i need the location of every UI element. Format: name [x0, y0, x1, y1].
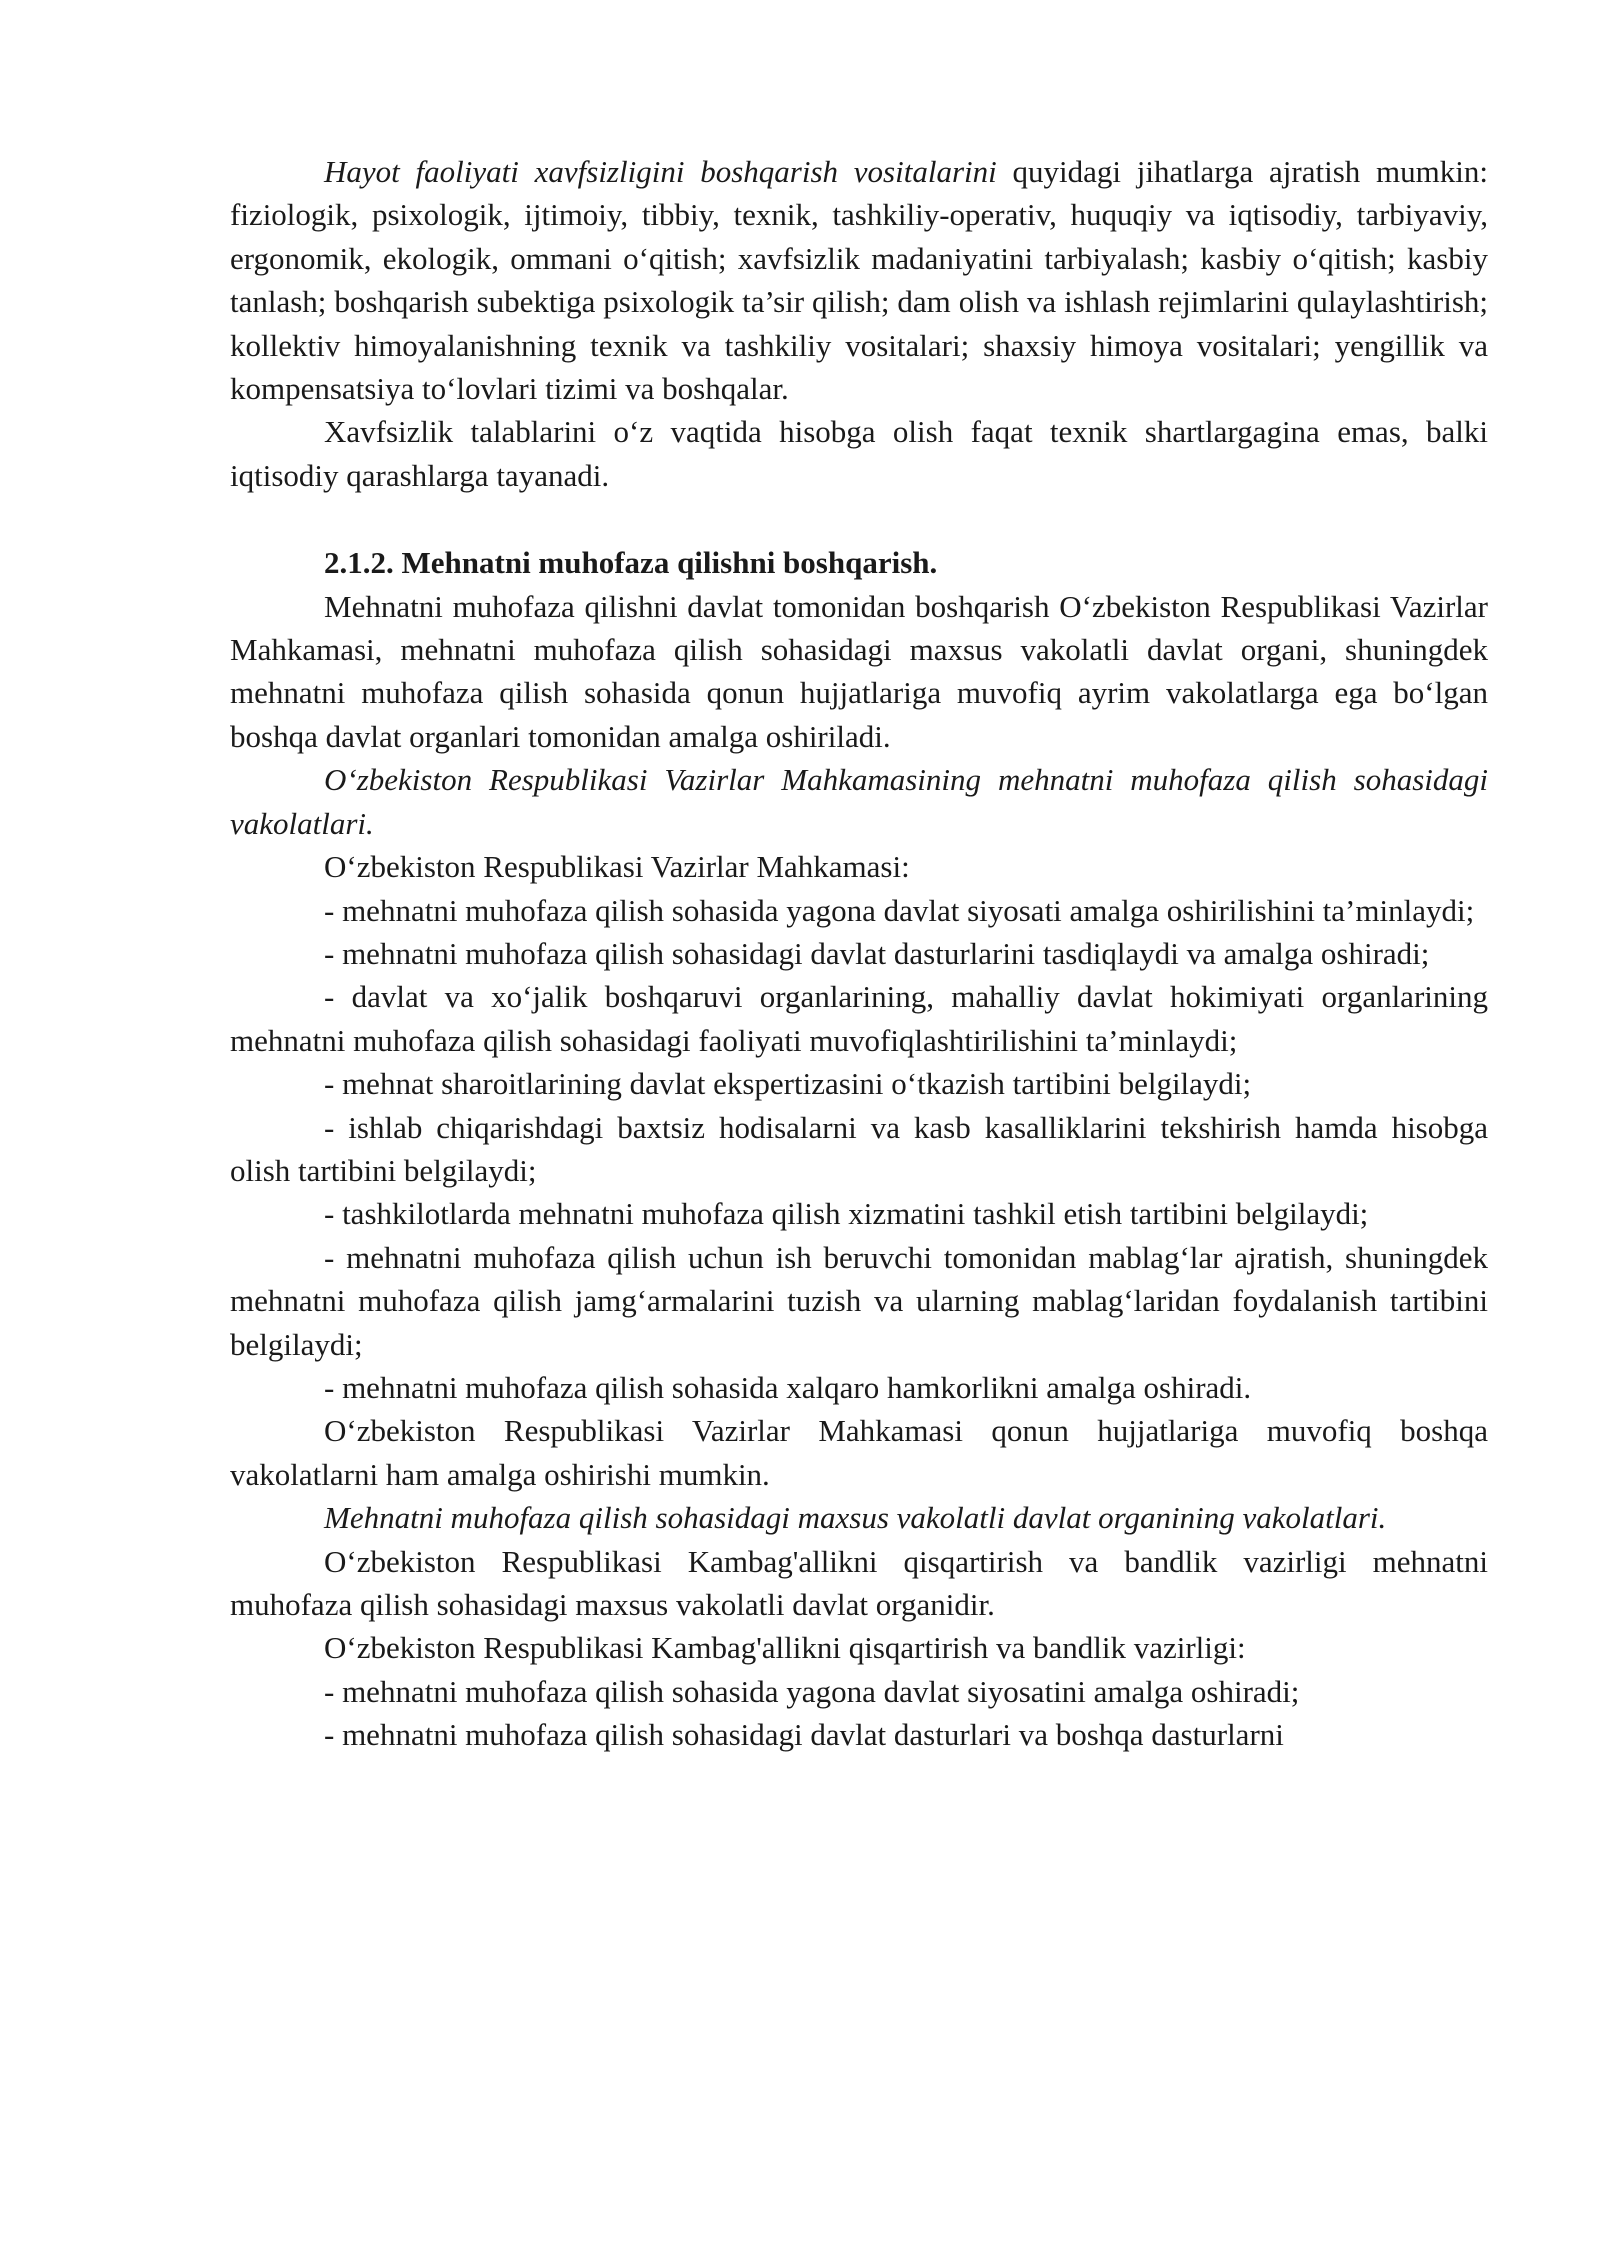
list-item: - mehnatni muhofaza qilish sohasidagi davlat dasturlarini tasdiqlaydi va amalga oshiradi; [324, 935, 1430, 971]
paragraph-management: Mehnatni muhofaza qilishni davlat tomonidan boshqarish O‘zbekiston Respublikasi Vazirlar Mahkamasi, mehnatni muhofaza qilish sohasidagi maxsus vakolatli davlat organi, shuningdek mehnatni muhofaza qilish sohasida qonun hujjatlariga muvofiq ayrim vakolatlarga ega bo‘lgan boshqa davlat organlari tomonidan amalga oshiriladi. [230, 588, 1488, 754]
list-item: - mehnatni muhofaza qilish sohasida xalqaro hamkorlikni amalga oshiradi. [324, 1369, 1252, 1405]
paragraph-text: quyidagi jihatlarga ajratish mumkin: fiziologik, psixologik, ijtimoiy, tibbiy, texnik, tashkiliy-operativ, huquqiy va iqtisodiy, tarbiyaviy, ergonomik, ekologik, ommani o‘qitish; xavfsizlik madaniyatini tarbiyalash; kasbiy o‘qitish; kasbiy tanlash; boshqarish subektiga psixologik ta’sir qilish; dam olish va ishlash rejimlarini qulaylashtirish; kollektiv himoyalanishning texnik va tashkiliy vositalari; shaxsiy himoya vositalari; yengillik va kompensatsiya to‘lovlari tizimi va boshqalar. [230, 154, 1488, 407]
paragraph-cabinet-other: O‘zbekiston Respublikasi Vazirlar Mahkamasi qonun hujjatlariga muvofiq boshqa vakolatlarni ham amalga oshirishi mumkin. [230, 1413, 1488, 1492]
paragraph-tools [230, 150, 1488, 410]
list-item: - mehnatni muhofaza qilish sohasida yagona davlat siyosatini amalga oshiradi; [324, 1673, 1300, 1709]
list-item: - mehnat sharoitlarining davlat ekspertizasini o‘tkazish tartibini belgilaydi; [324, 1066, 1252, 1102]
italic-term: Hayot faoliyati xavfsizligini boshqarish vositalarini [324, 154, 997, 189]
paragraph-ministry: O‘zbekiston Respublikasi Kambag'allikni qisqartirish va bandlik vazirligi mehnatni muhofaza qilish sohasidagi maxsus vakolatli davlat organidir. [230, 1543, 1488, 1622]
subheading-agency-powers: Mehnatni muhofaza qilish sohasidagi maxsus vakolatli davlat organining vakolatlari. [324, 1500, 1387, 1536]
list-item: - tashkilotlarda mehnatni muhofaza qilish xizmatini tashkil etish tartibini belgilaydi; [324, 1196, 1369, 1232]
subheading-cabinet-powers: O‘zbekiston Respublikasi Vazirlar Mahkamasining mehnatni muhofaza qilish sohasidagi vakolatlari. [230, 762, 1488, 841]
section-heading: 2.1.2. Mehnatni muhofaza qilishni boshqarish. [324, 545, 938, 581]
document-page [230, 150, 1488, 1757]
list-item: - mehnatni muhofaza qilish sohasidagi davlat dasturlari va boshqa dasturlarni [324, 1717, 1284, 1753]
paragraph-cabinet-intro: O‘zbekiston Respublikasi Vazirlar Mahkamasi: [324, 849, 910, 885]
paragraph-requirements: Xavfsizlik talablarini o‘z vaqtida hisobga olish faqat texnik shartlargagina emas, balki iqtisodiy qarashlarga tayanadi. [230, 414, 1488, 493]
list-item: - ishlab chiqarishdagi baxtsiz hodisalarni va kasb kasalliklarini tekshirish hamda hisobga olish tartibini belgilaydi; [230, 1109, 1488, 1188]
paragraph-ministry-intro: O‘zbekiston Respublikasi Kambag'allikni qisqartirish va bandlik vazirligi: [324, 1630, 1246, 1666]
list-item: - mehnatni muhofaza qilish sohasida yagona davlat siyosati amalga oshirilishini ta’minlaydi; [324, 892, 1475, 928]
list-item: - davlat va xo‘jalik boshqaruvi organlarining, mahalliy davlat hokimiyati organlarining mehnatni muhofaza qilish sohasidagi faoliyati muvofiqlashtirilishini ta’minlaydi; [230, 979, 1488, 1058]
list-item: - mehnatni muhofaza qilish uchun ish beruvchi tomonidan mablag‘lar ajratish, shuningdek mehnatni muhofaza qilish jamg‘armalarini tuzish va ularning mablag‘laridan foydalanish tartibini belgilaydi; [230, 1239, 1488, 1362]
